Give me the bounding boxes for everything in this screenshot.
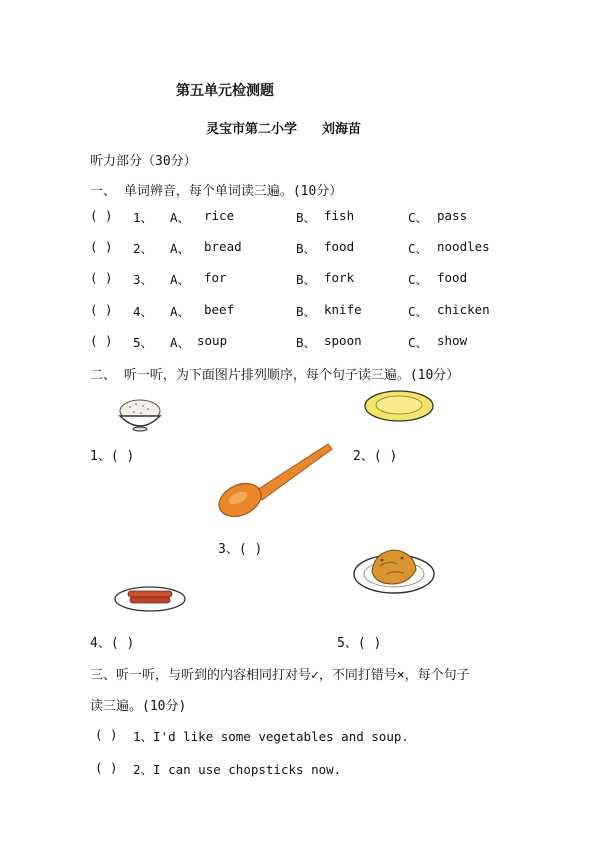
order-blank-3[interactable]: 3、( ): [218, 542, 263, 557]
option-b-word: knife: [324, 302, 362, 317]
question-number: 2、: [133, 241, 154, 256]
question-number: 4、: [133, 304, 154, 319]
question-number: 3、: [133, 272, 154, 287]
sausage-plate-icon: [112, 580, 188, 614]
option-a-word: soup: [197, 333, 228, 348]
answer-bracket[interactable]: ( ): [95, 760, 118, 775]
question-number: 5、: [133, 335, 154, 350]
answer-bracket[interactable]: ( ): [90, 302, 113, 317]
question-row: [0, 270, 600, 288]
option-b-label: B、: [296, 304, 317, 319]
section2-heading: 二、 听一听，为下面图片排列顺序，每个句子读三遍。(10分）: [90, 368, 460, 383]
answer-bracket[interactable]: ( ): [90, 270, 113, 285]
judge-item: [0, 727, 600, 745]
option-b-word: food: [324, 239, 355, 254]
option-c-label: C、: [408, 241, 429, 256]
question-row: [0, 333, 600, 351]
option-a-word: for: [204, 270, 227, 285]
sentence-text: 1、I'd like some vegetables and soup.: [133, 729, 409, 744]
option-b-label: B、: [296, 241, 317, 256]
order-blank-4[interactable]: 4、( ): [90, 636, 135, 651]
question-row: [0, 302, 600, 320]
spoon-icon: [210, 440, 334, 520]
option-b-word: fish: [324, 208, 355, 223]
judge-item: [0, 760, 600, 778]
option-a-word: rice: [204, 208, 235, 223]
answer-bracket[interactable]: ( ): [90, 239, 113, 254]
rice-bowl-icon: [108, 392, 172, 438]
option-c-word: show: [437, 333, 468, 348]
answer-bracket[interactable]: ( ): [90, 333, 113, 348]
order-blank-5[interactable]: 5、( ): [337, 636, 382, 651]
option-c-label: C、: [408, 304, 429, 319]
option-a-word: beef: [204, 302, 235, 317]
option-b-label: B、: [296, 210, 317, 225]
option-c-label: C、: [408, 272, 429, 287]
chicken-dish-icon: [352, 540, 436, 596]
option-b-label: B、: [296, 272, 317, 287]
sentence-text: 2、I can use chopsticks now.: [133, 762, 342, 777]
option-c-word: pass: [437, 208, 468, 223]
option-b-word: fork: [324, 270, 355, 285]
order-blank-2[interactable]: 2、( ): [353, 449, 398, 464]
plate-icon: [362, 388, 436, 424]
option-c-word: chicken: [437, 302, 490, 317]
school-name: 灵宝市第二小学: [206, 122, 298, 137]
option-a-label: A、: [170, 304, 191, 319]
option-c-word: food: [437, 270, 468, 285]
option-b-word: spoon: [324, 333, 362, 348]
option-a-word: bread: [204, 239, 242, 254]
answer-bracket[interactable]: ( ): [90, 208, 113, 223]
question-row: [0, 239, 600, 257]
author-name: 刘海苗: [322, 122, 362, 137]
option-a-label: A、: [170, 210, 191, 225]
order-blank-1[interactable]: 1、( ): [90, 449, 135, 464]
section3-heading: 三、听一听，与听到的内容相同打对号✓，不同打错号×，每个句子: [90, 668, 470, 683]
option-c-label: C、: [408, 335, 429, 350]
page-title: 第五单元检测题: [176, 83, 274, 99]
section1-heading: 一、 单词辨音，每个单词读三遍。(10分）: [90, 184, 343, 199]
option-a-label: A、: [170, 241, 191, 256]
section3-heading-cont: 读三遍。(10分): [90, 699, 187, 714]
option-a-label: A、: [170, 272, 191, 287]
question-row: [0, 208, 600, 226]
option-b-label: B、: [296, 335, 317, 350]
question-number: 1、: [133, 210, 154, 225]
listening-part-label: 听力部分（30分）: [90, 154, 197, 169]
option-a-label: A、: [170, 335, 191, 350]
option-c-word: noodles: [437, 239, 490, 254]
option-c-label: C、: [408, 210, 429, 225]
answer-bracket[interactable]: ( ): [95, 727, 118, 742]
